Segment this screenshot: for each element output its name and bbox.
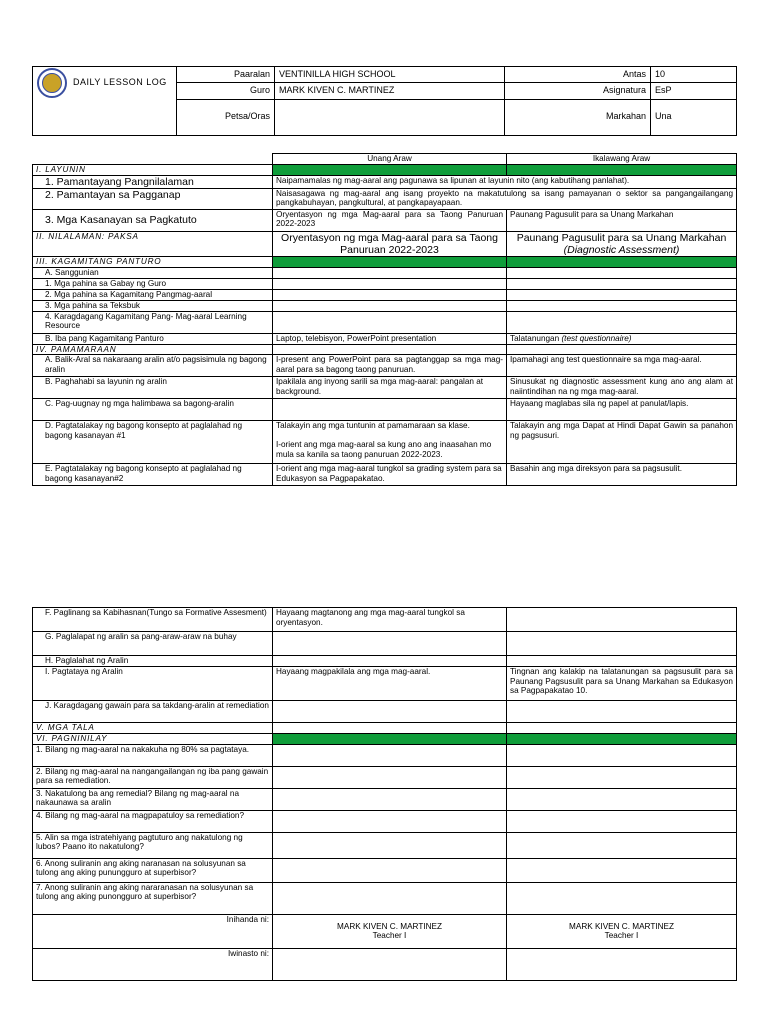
lesson-table-1 xyxy=(32,153,737,486)
header-logo-cell xyxy=(33,67,177,100)
kagamitan-day1 xyxy=(273,300,507,311)
pamamaraan-day2: Ipamahagi ang test questionnaire sa mga mag-aaral. xyxy=(507,355,737,377)
subject-label: Asignatura xyxy=(505,83,651,99)
pamamaraan-label: C. Pag-uugnay ng mga halimbawa sa bagong-aralin xyxy=(33,399,273,421)
kagamitan-day2 xyxy=(507,278,737,289)
lesson-table-2 xyxy=(32,607,737,981)
grade-label: Antas xyxy=(505,67,651,83)
pamamaraan-day1: Hayaang magtanong ang mga mag-aaral tungkol sa oryentasyon. xyxy=(273,608,507,632)
pagninilay-day1 xyxy=(273,858,507,882)
pagninilay-day2 xyxy=(507,858,737,882)
layunin-day1: Oryentasyon ng mga Mag-aaral para sa Taong Panuruan 2022-2023 xyxy=(273,209,507,231)
pamamaraan-day2 xyxy=(507,632,737,656)
kagamitan-day2-italic: (test questionnaire) xyxy=(561,333,632,343)
nilalaman-day2-text: Paunang Pagusulit para sa Unang Markahan xyxy=(516,231,727,244)
quarter-value: Una xyxy=(651,99,737,135)
pamamaraan-label: I. Pagtataya ng Aralin xyxy=(33,667,273,701)
section-fill xyxy=(507,733,737,744)
teacher-label: Guro xyxy=(177,83,275,99)
nilalaman-day2 xyxy=(507,231,737,256)
pamamaraan-day1 xyxy=(273,656,507,667)
pagninilay-day1 xyxy=(273,766,507,788)
teacher-value: MARK KIVEN C. MARTINEZ xyxy=(275,83,505,99)
section-kagamitan: III. KAGAMITANG PANTURO xyxy=(33,256,273,267)
layunin-merged: Naipamamalas ng mag-aaral ang pagunawa sa lipunan at layunin nito (ang kabutihang panlahat). xyxy=(273,175,737,188)
pamamaraan-label: F. Paglinang sa Kabihasnan(Tungo sa Formative Assesment) xyxy=(33,608,273,632)
pagninilay-item: 7. Anong suliranin ang aking nararanasan na solusyunan sa tulong ang aking punongguro at superbisor? xyxy=(33,882,273,914)
kagamitan-label: 3. Mga pahina sa Teksbuk xyxy=(33,300,273,311)
pagninilay-item: 2. Bilang ng mag-aaral na nangangailangan ng iba pang gawain para sa remediation. xyxy=(33,766,273,788)
section-pamamaraan: IV. PAMAMARAAN xyxy=(33,344,273,355)
section-fill xyxy=(273,165,507,176)
section-layunin: I. LAYUNIN xyxy=(33,165,273,176)
pamamaraan-day1-text-b: I-orient ang mga mag-aaral sa kung ano ang inaasahan mo mula sa kanila sa taong panuruan 2022-2023. xyxy=(276,440,492,459)
pagninilay-item: 3. Nakatulong ba ang remedial? Bilang ng mag-aaral na nakaunawa sa aralin xyxy=(33,788,273,810)
kagamitan-day2 xyxy=(507,289,737,300)
pamamaraan-day2: Hayaang maglabas sila ng papel at panulat/lapis. xyxy=(507,399,737,421)
signature-name: MARK KIVEN C. MARTINEZ xyxy=(337,921,442,931)
layunin-day2: Paunang Pagusulit para sa Unang Markahan xyxy=(507,209,737,231)
pagninilay-day2 xyxy=(507,832,737,858)
section-tala: V. MGA TALA xyxy=(33,723,273,734)
layunin-merged: Naisasagawa ng mag-aaral ang isang proyekto na makatutulong sa isang pamayanan o sektor sa pangangailangang pangkabuhayan, pangkultural, at pangkapayapaan. xyxy=(273,188,737,209)
subject-value: EsP xyxy=(651,83,737,99)
section-blank xyxy=(507,723,737,734)
pagninilay-day2 xyxy=(507,788,737,810)
pamamaraan-day1-text: Talakayin ang mga tuntunin at pamamaraan sa klase. xyxy=(276,421,470,431)
checked-day2 xyxy=(507,948,737,980)
kagamitan-day2 xyxy=(507,333,737,344)
layunin-label: 3. Mga Kasanayan sa Pagkatuto xyxy=(33,209,273,231)
signature-day1 xyxy=(273,914,507,948)
pagninilay-item: 4. Bilang ng mag-aaral na magpapatuloy sa remediation? xyxy=(33,810,273,832)
pamamaraan-label: H. Paglalahat ng Aralin xyxy=(33,656,273,667)
pamamaraan-day1 xyxy=(273,701,507,723)
pagninilay-day2 xyxy=(507,744,737,766)
corner-cell xyxy=(33,154,273,165)
pamamaraan-label: A. Balik-Aral sa nakaraang aralin at/o pagsisimula ng bagong aralin xyxy=(33,355,273,377)
pamamaraan-day1: I-present ang PowerPoint para sa pagtanggap sa mga mag-aaral para sa bagong taong panuruan. xyxy=(273,355,507,377)
pamamaraan-day1 xyxy=(273,399,507,421)
kagamitan-label: B. Iba pang Kagamitang Panturo xyxy=(33,333,273,344)
checked-by-label: Iwinasto ni: xyxy=(33,948,273,980)
prepared-by-label: Inihanda ni: xyxy=(33,914,273,948)
layunin-label: 1. Pamantayang Pangnilalaman xyxy=(33,175,273,188)
quarter-label: Markahan xyxy=(505,99,651,135)
pamamaraan-label: G. Paglalapat ng aralin sa pang-araw-araw na buhay xyxy=(33,632,273,656)
school-value: VENTINILLA HIGH SCHOOL xyxy=(275,67,505,83)
section-blank xyxy=(273,723,507,734)
pamamaraan-label: B. Paghahabi sa layunin ng aralin xyxy=(33,377,273,399)
kagamitan-day1: Laptop, telebisyon, PowerPoint presentation xyxy=(273,333,507,344)
pamamaraan-day1: Hayaang magpakilala ang mga mag-aaral. xyxy=(273,667,507,701)
pamamaraan-day2: Sinusukat ng diagnostic assessment kung ano ang alam at naiintindihan na ng mga mag-aaral. xyxy=(507,377,737,399)
kagamitan-label: 1. Mga pahina sa Gabay ng Guro xyxy=(33,278,273,289)
checked-day1 xyxy=(273,948,507,980)
pagninilay-day1 xyxy=(273,882,507,914)
pagninilay-day2 xyxy=(507,766,737,788)
kagamitan-day2 xyxy=(507,311,737,333)
pagninilay-day2 xyxy=(507,810,737,832)
date-label: Petsa/Oras xyxy=(177,99,275,135)
school-label: Paaralan xyxy=(177,67,275,83)
nilalaman-day2-sub: (Diagnostic Assessment) xyxy=(563,243,680,256)
pamamaraan-day1: I-orient ang mga mag-aaral tungkol sa grading system para sa Edukasyon sa Pagpapakatao. xyxy=(273,464,507,486)
signature-role: Teacher I xyxy=(372,931,407,941)
pagninilay-day2 xyxy=(507,882,737,914)
kagamitan-label: A. Sanggunian xyxy=(33,267,273,278)
kagamitan-day1 xyxy=(273,289,507,300)
section-pagninilay: VI. PAGNINILAY xyxy=(33,733,273,744)
pagninilay-item: 6. Anong suliranin ang aking naranasan na solusyunan sa tulong ang aking punungguro at superbisor? xyxy=(33,858,273,882)
pagninilay-day1 xyxy=(273,788,507,810)
nilalaman-day1: Oryentasyon ng mga Mag-aaral para sa Taong Panuruan 2022-2023 xyxy=(273,231,507,256)
section-fill xyxy=(273,256,507,267)
kagamitan-day1 xyxy=(273,267,507,278)
pagninilay-day1 xyxy=(273,744,507,766)
pamamaraan-day1 xyxy=(273,421,507,464)
pamamaraan-day2 xyxy=(507,608,737,632)
signature-day2 xyxy=(507,914,737,948)
header-table xyxy=(32,66,737,136)
pamamaraan-label: D. Pagtatalakay ng bagong konsepto at paglalahad ng bagong kasanayan #1 xyxy=(33,421,273,464)
pamamaraan-day2 xyxy=(507,656,737,667)
pamamaraan-label: J. Karagdagang gawain para sa takdang-aralin at remediation xyxy=(33,701,273,723)
pamamaraan-day1 xyxy=(273,632,507,656)
date-value xyxy=(275,99,505,135)
section-fill xyxy=(507,165,737,176)
kagamitan-day2 xyxy=(507,300,737,311)
pagninilay-item: 1. Bilang ng mag-aaral na nakakuha ng 80% sa pagtataya. xyxy=(33,744,273,766)
kagamitan-day1 xyxy=(273,278,507,289)
pamamaraan-day1: Ipakilala ang inyong sarili sa mga mag-aaral: pangalan at background. xyxy=(273,377,507,399)
pagninilay-day1 xyxy=(273,832,507,858)
header-title: DAILY LESSON LOG xyxy=(73,77,167,88)
pamamaraan-day2: Talakayin ang mga Dapat at Hindi Dapat Gawin sa panahon ng pagsusuri. xyxy=(507,421,737,464)
deped-seal-icon xyxy=(37,68,67,98)
section-blank xyxy=(507,344,737,355)
kagamitan-label: 4. Karagdagang Kagamitang Pang- Mag-aaral Learning Resource xyxy=(33,311,273,333)
day2-header: Ikalawang Araw xyxy=(507,154,737,165)
layunin-label: 2. Pamantayan sa Pagganap xyxy=(33,188,273,209)
pamamaraan-label: E. Pagtatalakay ng bagong konsepto at paglalahad ng bagong kasanayan#2 xyxy=(33,464,273,486)
day1-header: Unang Araw xyxy=(273,154,507,165)
section-nilalaman: II. NILALAMAN: PAKSA xyxy=(33,231,273,256)
pamamaraan-day2 xyxy=(507,701,737,723)
header-logo-bottom xyxy=(33,99,177,135)
signature-role: Teacher I xyxy=(604,931,639,941)
kagamitan-day2 xyxy=(507,267,737,278)
section-blank xyxy=(273,344,507,355)
signature-name: MARK KIVEN C. MARTINEZ xyxy=(569,921,674,931)
grade-value: 10 xyxy=(651,67,737,83)
pamamaraan-day2: Basahin ang mga direksyon para sa pagsusulit. xyxy=(507,464,737,486)
kagamitan-day2-text: Talatanungan xyxy=(510,333,562,343)
section-fill xyxy=(273,733,507,744)
pamamaraan-day2: Tingnan ang kalakip na talatanungan sa pagsusulit para sa Paunang Pagsusulit para sa Unang Markahan sa Edukasyon sa Pagpapakatao 10. xyxy=(507,667,737,701)
section-fill xyxy=(507,256,737,267)
pagninilay-item: 5. Alin sa mga istratehiyang pagtuturo ang nakatulong ng lubos? Paano ito nakatulong? xyxy=(33,832,273,858)
kagamitan-day1 xyxy=(273,311,507,333)
pagninilay-day1 xyxy=(273,810,507,832)
kagamitan-label: 2. Mga pahina sa Kagamitang Pangmag-aaral xyxy=(33,289,273,300)
